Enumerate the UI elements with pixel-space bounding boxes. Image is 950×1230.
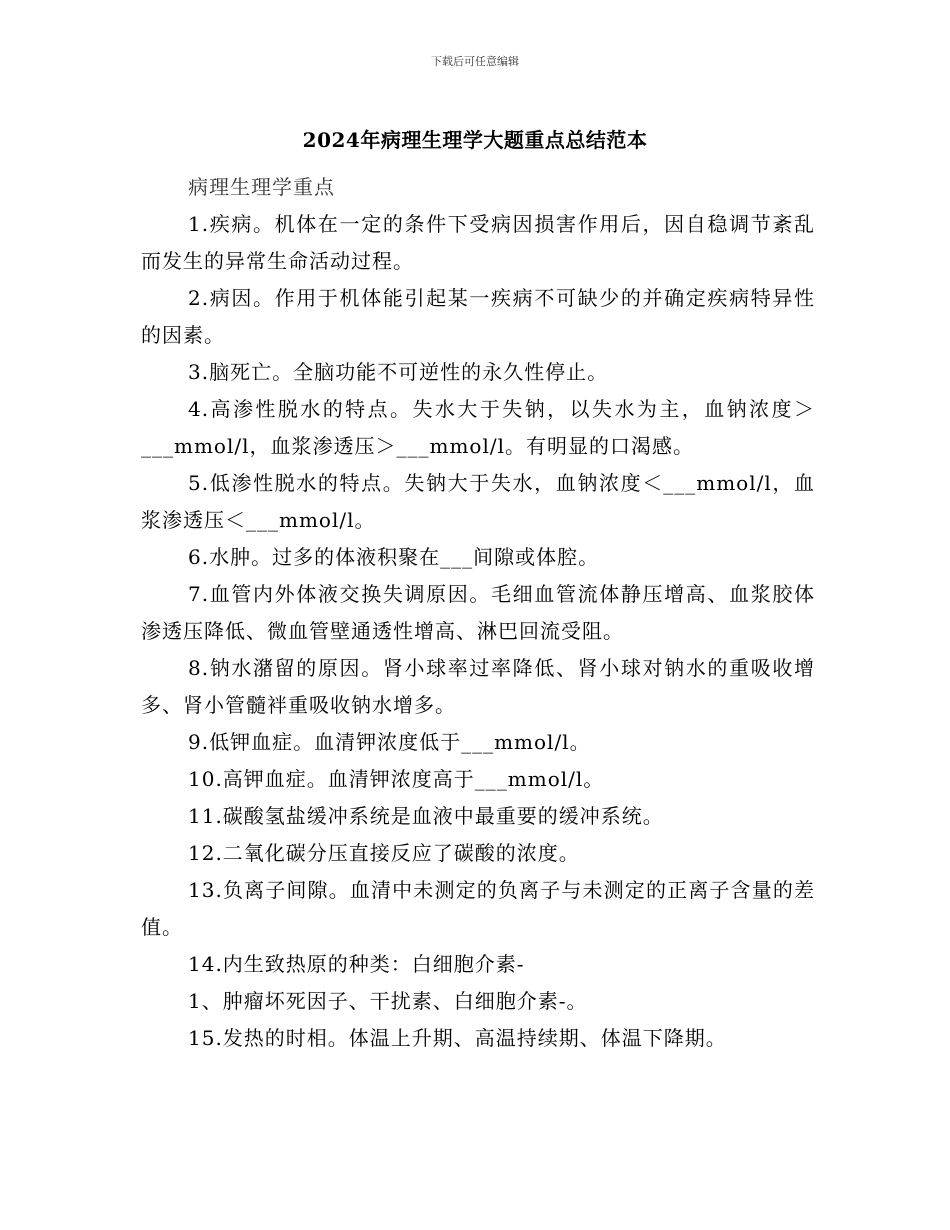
paragraph-9: 9.低钾血症。血清钾浓度低于___mmol/l。 — [188, 730, 591, 754]
paragraph-7: 7.血管内外体液交换失调原因。毛细血管流体静压增高、血浆胶体渗透压降低、微血管壁通透性增高、淋巴回流受阻。 — [141, 582, 815, 643]
paragraph-13: 13.负离子间隙。血清中未测定的负离子与未测定的正离子含量的差值。 — [141, 878, 815, 939]
paragraph-3: 3.脑死亡。全脑功能不可逆性的永久性停止。 — [188, 360, 609, 384]
page-header-note: 下载后可任意编辑 — [431, 55, 519, 68]
section-heading: 病理生理学重点 — [188, 175, 335, 199]
document-title: 2024年病理生理学大题重点总结范本 — [302, 128, 648, 152]
paragraph-11: 11.碳酸氢盐缓冲系统是血液中最重要的缓冲系统。 — [188, 804, 664, 828]
paragraph-14: 14.内生致热原的种类：白细胞介素- — [188, 952, 525, 976]
paragraph-15: 15.发热的时相。体温上升期、高温持续期、体温下降期。 — [188, 1026, 727, 1050]
paragraph-14-continued: 1、肿瘤坏死因子、干扰素、白细胞介素-。 — [188, 989, 588, 1013]
paragraph-1: 1.疾病。机体在一定的条件下受病因损害作用后，因自稳调节紊乱而发生的异常生命活动过程。 — [141, 212, 815, 273]
paragraph-5: 5.低渗性脱水的特点。失钠大于失水，血钠浓度＜___mmol/l，血浆渗透压＜___mmol/l。 — [141, 471, 815, 532]
paragraph-8: 8.钠水潴留的原因。肾小球率过率降低、肾小球对钠水的重吸收增多、肾小管髓袢重吸收钠水增多。 — [141, 656, 815, 717]
paragraph-10: 10.高钾血症。血清钾浓度高于___mmol/l。 — [188, 767, 605, 791]
paragraph-12: 12.二氧化碳分压直接反应了碳酸的浓度。 — [188, 841, 580, 865]
paragraph-2: 2.病因。作用于机体能引起某一疾病不可缺少的并确定疾病特异性的因素。 — [141, 286, 815, 347]
document-body — [141, 169, 815, 1057]
paragraph-4: 4.高渗性脱水的特点。失水大于失钠，以失水为主，血钠浓度＞___mmol/l，血浆渗透压＞___mmol/l。有明显的口渴感。 — [141, 397, 815, 458]
paragraph-6: 6.水肿。过多的体液积聚在___间隙或体腔。 — [188, 545, 600, 569]
